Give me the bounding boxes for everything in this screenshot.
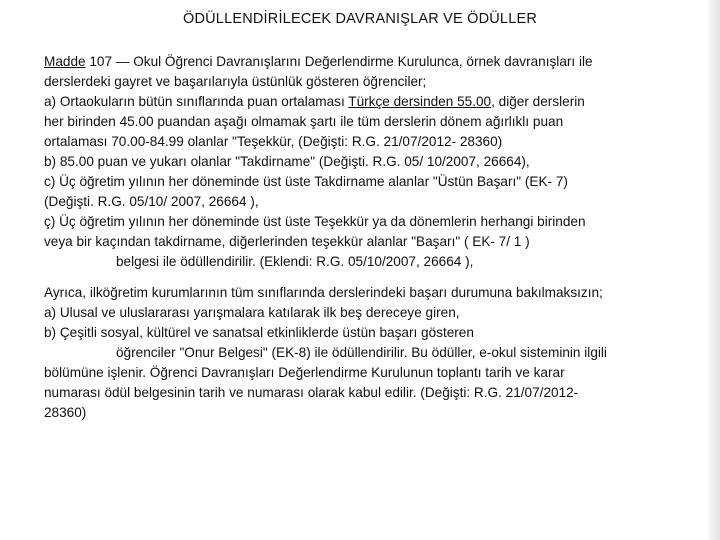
article-line: (Değişti. R.G. 05/10/ 2007, 26664 ),	[44, 194, 259, 209]
additional-line: öğrenciler "Onur Belgesi" (EK-8) ile ödüllendirilir. Bu ödüller, e-okul sisteminin ilgili	[116, 345, 607, 360]
madde-label: Madde	[44, 54, 86, 69]
page-title: ÖDÜLLENDİRİLECEK DAVRANIŞLAR VE ÖDÜLLER	[182, 11, 538, 27]
article-line: veya bir kaçından takdirname, diğerlerinden teşekkür alanlar "Başarı" ( EK- 7/ 1 )	[44, 234, 530, 249]
additional-line: a) Ulusal ve uluslararası yarışmalara katılarak ilk beş dereceye giren,	[44, 305, 460, 320]
article-line: her birinden 45.00 puandan aşağı olmamak şartı ile tüm derslerin dönem ağırlıklı puan	[44, 114, 564, 129]
madde-text: — Okul Öğrenci Davranışlarını Değerlendirme Kurulunca, örnek davranışları ile	[112, 54, 593, 69]
article-text: , diğer derslerin	[491, 94, 585, 109]
article-text: a) Ortaokuların bütün sınıflarında puan ortalaması	[44, 94, 349, 109]
madde-number: 107	[89, 54, 113, 69]
additional-line: Ayrıca, ilköğretim kurumlarının tüm sınıflarında derslerindeki başarı durumuna bakılmaksızın;	[44, 285, 603, 300]
additional-line: bölümüne işlenir. Öğrenci Davranışları Değerlendirme Kurulunun toplantı tarih ve karar	[44, 365, 565, 380]
article-line: b) 85.00 puan ve yukarı olanlar "Takdirname" (Değişti. R.G. 05/ 10/2007, 26664),	[44, 154, 530, 169]
article-line: c) Üç öğretim yılının her döneminde üst üste Takdirname alanlar "Üstün Başarı" (EK- 7)	[44, 174, 568, 189]
additional-line: b) Çeşitli sosyal, kültürel ve sanatsal etkinliklerde üstün başarı gösteren	[44, 325, 474, 340]
underlined-text: Türkçe dersinden 55.00	[348, 94, 492, 109]
additional-paragraph	[44, 283, 710, 423]
article-paragraph	[44, 52, 710, 272]
article-line: belgesi ile ödüllendirilir. (Eklendi: R.G. 05/10/2007, 26664 ),	[116, 254, 474, 269]
article-line	[44, 92, 710, 112]
article-line	[44, 52, 710, 72]
article-line: derslerdeki gayret ve başarılarıyla üstünlük gösteren öğrenciler;	[44, 74, 427, 89]
additional-line: numarası ödül belgesinin tarih ve numarası olarak kabul edilir. (Değişti: R.G. 21/07/2012-	[44, 385, 579, 400]
article-line: ç) Üç öğretim yılının her döneminde üst üste Teşekkür ya da dönemlerin herhangi birinden	[44, 214, 586, 229]
additional-line: 28360)	[44, 405, 87, 420]
article-line: ortalaması 70.00-84.99 olanlar "Teşekkür, (Değişti: R.G. 21/07/2012- 28360)	[44, 134, 503, 149]
